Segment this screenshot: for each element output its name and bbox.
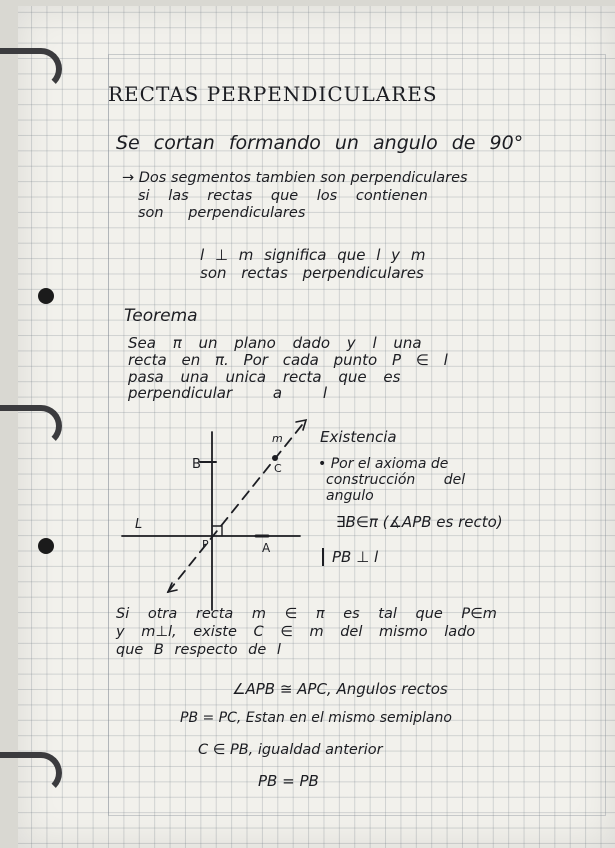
- existence-line-3: angulo: [326, 488, 374, 504]
- notation-line-1: l ⊥ m significa que l y m: [200, 246, 426, 264]
- proof-step-4: PB = PB: [258, 772, 319, 790]
- definition-text: Se cortan formando un angulo de 90°: [116, 132, 524, 154]
- line-m: [168, 420, 306, 592]
- theorem-line-3: pasa una unica recta que es: [128, 368, 401, 386]
- uniqueness-line-1: Si otra recta m ∈ π es tal que P∈m: [116, 606, 497, 622]
- existence-line-4: ∃B∈π (∡APB es recto): [336, 513, 503, 531]
- proof-step-2: PB = PC, Estan en el mismo semiplano: [180, 710, 452, 726]
- existence-line-2: construcción del: [326, 472, 466, 488]
- label-b: B: [192, 457, 201, 472]
- segments-line-2: si las rectas que los contienen: [138, 188, 428, 204]
- existence-heading: Existencia: [320, 428, 397, 446]
- existence-line-5: PB ⊥ l: [322, 548, 378, 566]
- point-c-dot: [272, 455, 278, 461]
- label-p: P: [202, 538, 209, 551]
- label-a: A: [262, 541, 271, 555]
- existence-line-1: • Por el axioma de: [318, 456, 449, 472]
- uniqueness-line-2: y m⊥l, existe C ∈ m del mismo lado: [116, 624, 476, 640]
- label-m: m: [272, 432, 283, 445]
- theorem-heading: Teorema: [124, 306, 198, 326]
- proof-step-1: ∠APB ≅ APC, Angulos rectos: [232, 680, 448, 698]
- segments-line-3: son perpendiculares: [138, 205, 306, 221]
- theorem-line-2: recta en π. Por cada punto P ∈ l: [128, 351, 448, 369]
- page-title: RECTAS PERPENDICULARES: [108, 82, 438, 106]
- theorem-line-4: perpendicular a l: [128, 384, 328, 402]
- notation-line-2: son rectas perpendiculares: [200, 264, 424, 282]
- theorem-line-1: Sea π un plano dado y l una: [128, 334, 422, 352]
- segments-line-1: → Dos segmentos tambien son perpendiculares: [122, 170, 468, 186]
- label-l: L: [135, 517, 143, 532]
- proof-step-3: C ∈ PB, igualdad anterior: [198, 742, 383, 758]
- label-c: C: [274, 462, 282, 475]
- uniqueness-line-3: que B respecto de l: [116, 642, 281, 658]
